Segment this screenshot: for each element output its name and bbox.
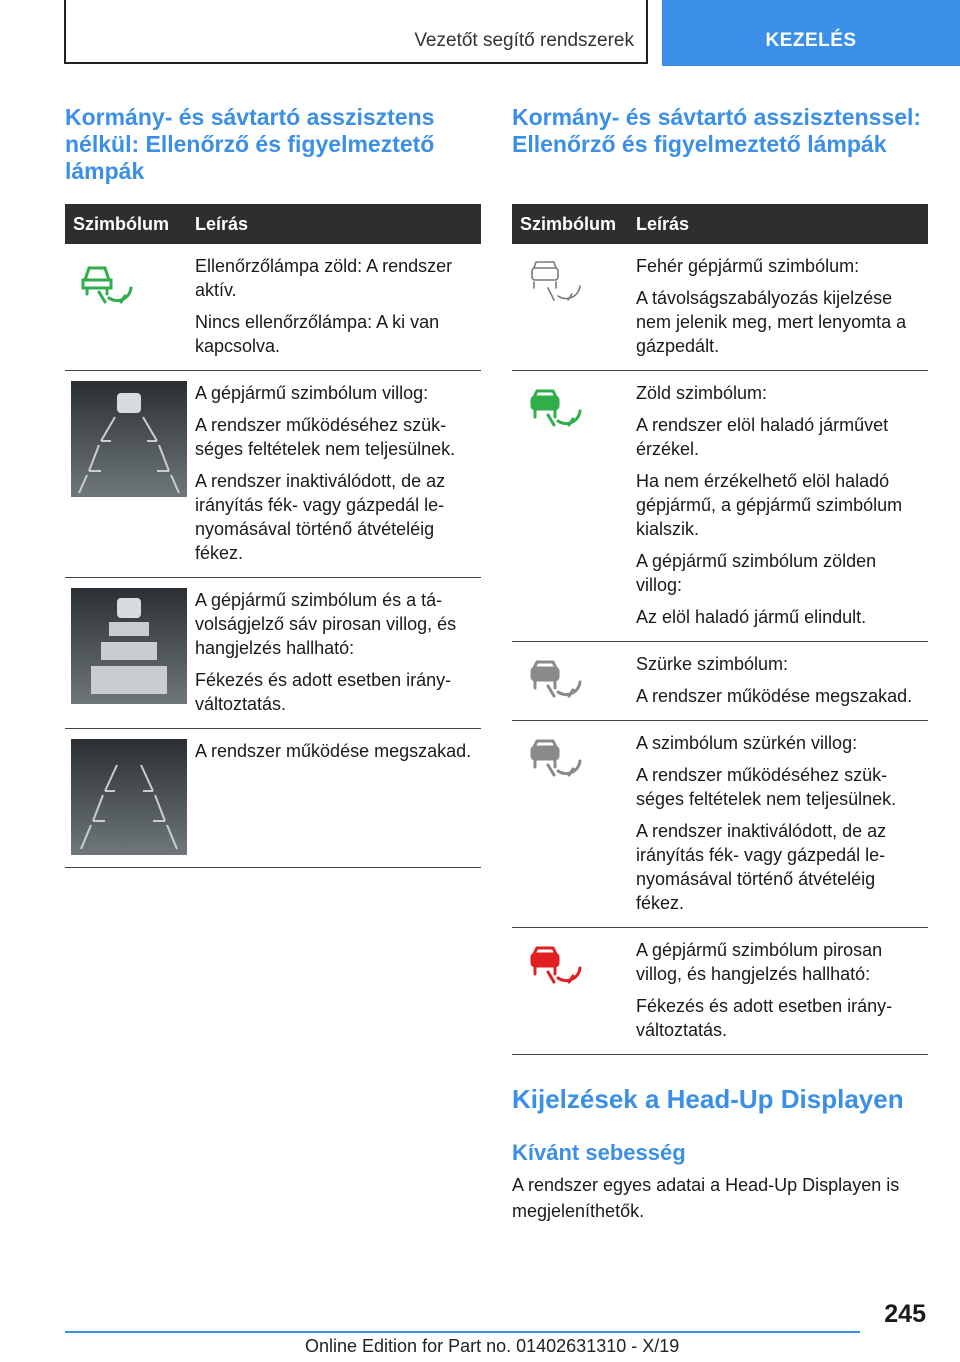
table-row (512, 642, 928, 721)
section-title: Vezetőt segítő rendszerek (414, 30, 634, 51)
row-text: A gépjármű szimbólum villog: (195, 383, 429, 403)
left-section-title: Kormány- és sávtartó asszisztens nélkül: Ellenőrző és figyelmeztető lámpák (65, 104, 435, 184)
row-text: Fékezés és adott esetben irányváltoztatás. (636, 996, 893, 1040)
row-text: A rendszer működéséhez szükséges feltételek nem teljesülnek. (636, 765, 897, 809)
green-car-steering-icon (79, 258, 139, 308)
grey-car-icon (526, 656, 586, 706)
hud-body-text: A rendszer egyes adatai a Head-Up Displayen is megjeleníthetők. (512, 1175, 900, 1221)
row-text: A gépjármű szimbólum zölden villog: (636, 551, 877, 595)
row-text: Ellenőrzőlámpa zöld: A rendszer aktív. (195, 256, 453, 300)
left-symbol-table (65, 204, 481, 868)
row-text: Nincs ellenőrzőlámpa: A ki van kapcsolva. (195, 312, 440, 356)
row-text: Az elöl haladó jármű elindult. (636, 607, 867, 627)
table-row (512, 244, 928, 371)
hud-subheading: Kívánt sebesség (512, 1140, 686, 1165)
table-row (512, 371, 928, 642)
empty-lanes-display (71, 739, 187, 855)
left-column (65, 104, 481, 868)
row-text: A rendszer működéséhez szükséges feltételek nem teljesülnek. (195, 415, 456, 459)
row-text: Fehér gépjármű szimbólum: (636, 256, 860, 276)
green-car-icon (526, 385, 586, 435)
hud-heading: Kijelzések a Head-Up Displayen (512, 1084, 904, 1114)
page-number: 245 (884, 1300, 926, 1328)
footer-divider (65, 1331, 860, 1333)
chapter-tab-label: KEZELÉS (765, 30, 857, 51)
right-symbol-table (512, 204, 928, 1055)
table-row (65, 729, 481, 868)
row-text: A szimbólum szürkén villog: (636, 733, 858, 753)
row-text: A rendszer működése megszakad. (195, 741, 472, 761)
red-car-icon (526, 942, 586, 992)
white-car-icon (526, 258, 586, 308)
row-text: Fékezés és adott esetben irányváltoztatás. (195, 670, 452, 714)
row-text: A rendszer inaktiválódott, de az irányítás fék- vagy gázpedál lenyomásával történő átvételéig fékez. (195, 471, 446, 563)
right-column (512, 104, 928, 1055)
header-section-box (64, 0, 648, 64)
row-text: A távolságszabályozás kijelzése nem jelenik meg, mert lenyomta a gázpedált. (636, 288, 907, 356)
table-row (65, 371, 481, 578)
row-text: Ha nem érzékelhető elöl haladó gépjármű, a gépjármű szimbólum kialszik. (636, 471, 903, 539)
grey-car-blinking-icon (526, 735, 586, 785)
row-text: A gépjármű szimbólum pirosan villog, és hangjelzés hallható: (636, 940, 883, 984)
row-text: Szürke szimbólum: (636, 654, 789, 674)
row-text: Zöld szimbólum: (636, 383, 768, 403)
col-header-symbol: Szimbólum (512, 204, 628, 244)
row-text: A rendszer működése megszakad. (636, 686, 913, 706)
chapter-tab (662, 0, 960, 66)
table-row (512, 928, 928, 1055)
row-text: A gépjármű szimbólum és a távolságjelző sáv pirosan villog, és hangjelzés hallható: (195, 590, 457, 658)
col-header-description: Leírás (628, 204, 928, 244)
table-row (65, 578, 481, 729)
col-header-description: Leírás (187, 204, 481, 244)
page-header (0, 0, 960, 66)
col-header-symbol: Szimbólum (65, 204, 187, 244)
edition-text: Online Edition for Part no. 01402631310 - X/19 (305, 1336, 680, 1356)
table-row (65, 244, 481, 371)
car-lane-display (71, 381, 187, 497)
row-text: A rendszer inaktiválódott, de az irányítás fék- vagy gázpedál lenyomásával történő átvételéig fékez. (636, 821, 887, 913)
table-row (512, 721, 928, 928)
row-text: A rendszer elöl haladó járművet érzékel. (636, 415, 889, 459)
car-red-lanes-display (71, 588, 187, 704)
right-section-title: Kormány- és sávtartó asszisztenssel: Ellenőrző és figyelmeztető lámpák (512, 104, 922, 157)
